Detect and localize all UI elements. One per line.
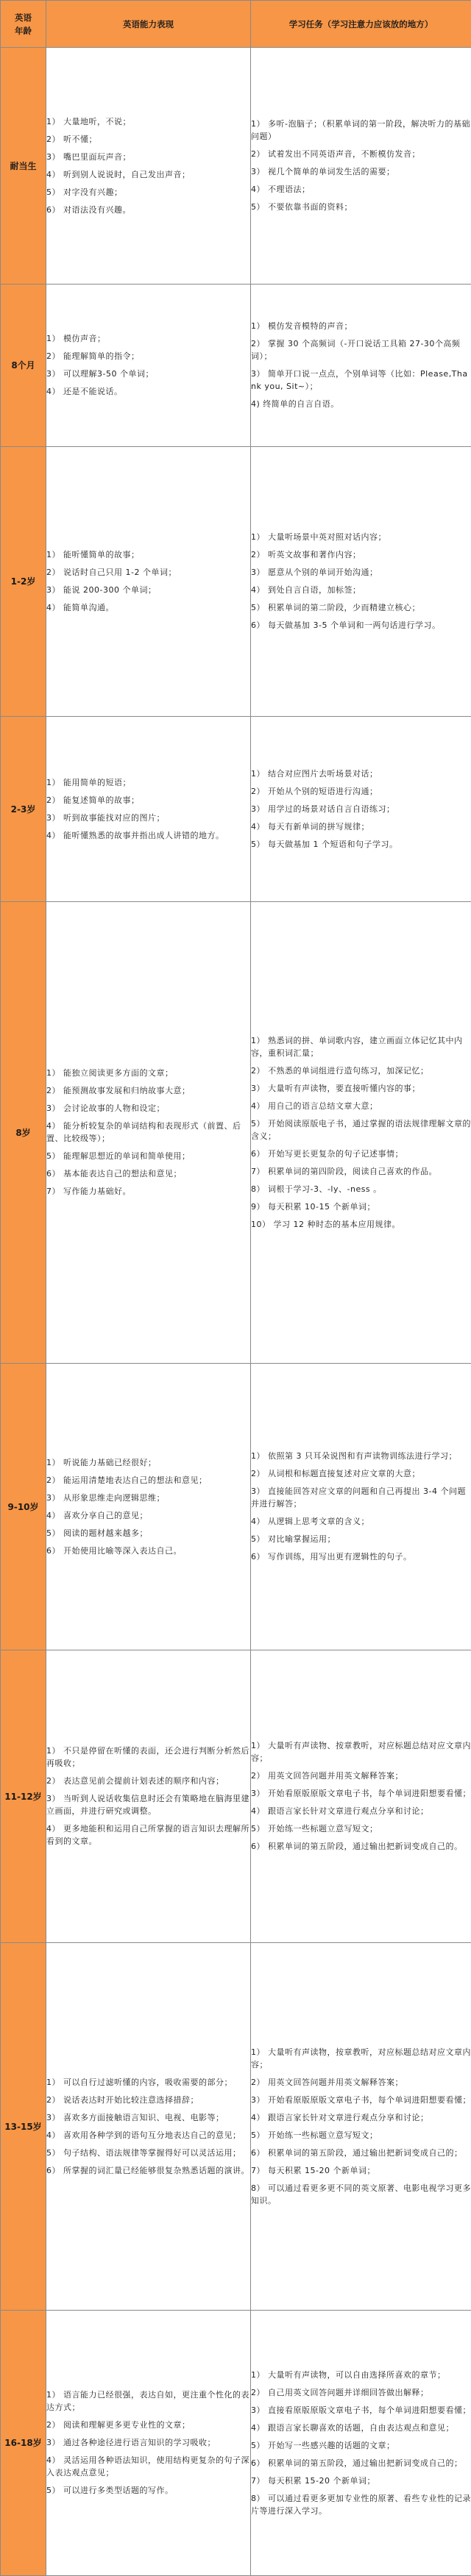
tasks-item: 1） 结合对应图片去听场景对话；: [251, 765, 471, 783]
tasks-cell: [251, 447, 471, 717]
ability-item: 3） 嘴巴里面玩声音；: [46, 149, 250, 166]
ability-item: 1） 可以自行过滤听懂的内容，吸收需要的部分；: [46, 2074, 250, 2092]
tasks-cell: [251, 717, 471, 902]
ability-item: 4） 能简单沟通。: [46, 599, 250, 617]
ability-item: 2） 表达意见前会提前计划表述的顺序和内容；: [46, 1772, 250, 1790]
tasks-item: 7） 积累单词的第四阶段，阅读自己喜欢的作品。: [251, 1163, 471, 1181]
tasks-item: 8） 可以通过看更多更加专业性的原著、看些专业性的记录片等进行深入学习。: [251, 2490, 471, 2520]
ability-item: 7） 写作能力基础好。: [46, 1183, 250, 1201]
ability-item: 1） 能独立阅读更多方面的文章；: [46, 1065, 250, 1082]
tasks-item: 1） 大量听有声读物、按章教听，对应标题总结对应文章内容；: [251, 1737, 471, 1767]
age-cell: 9-10岁: [1, 1364, 46, 1650]
tasks-item: 2） 用英文回答问题并用英文解释答案；: [251, 2074, 471, 2092]
age-cell: 13-15岁: [1, 1943, 46, 2311]
ability-item: 5） 可以进行多类型话题的写作。: [46, 2482, 250, 2500]
tasks-item: 3） 直接看原版原版文章电子书，每个单词进阳想要看懂；: [251, 2402, 471, 2419]
ability-cell: [46, 48, 251, 285]
tasks-item: 2） 开始从个别的短语进行沟通；: [251, 783, 471, 801]
table-row: [1, 902, 471, 1364]
ability-item: 2） 能运用清楚地表达自己的想法和意见；: [46, 1472, 250, 1489]
tasks-item: 5） 开始练一些标题立意写短文；: [251, 1820, 471, 1838]
ability-item: 3） 能说 200-300 个单词；: [46, 582, 250, 599]
tasks-item: 2） 用英文回答问题并用英文解释答案；: [251, 1767, 471, 1785]
tasks-cell: [251, 285, 471, 447]
ability-item: 3） 喜欢多方面接触语言知识、电视、电影等；: [46, 2109, 250, 2127]
table-row: [1, 285, 471, 447]
tasks-item: 1） 依照第 3 只耳朵说图和有声读物训练法进行学习；: [251, 1448, 471, 1465]
tasks-item: 4） 用自己的语言总结文章大意；: [251, 1098, 471, 1115]
ability-cell: [46, 717, 251, 902]
ability-item: 5） 句子结构、语法规律等掌握得好可以灵活运用；: [46, 2144, 250, 2162]
tasks-item: 3） 大量听有声读物，要直接听懂内容的事；: [251, 1080, 471, 1098]
tasks-item: 8） 可以通过看更多更不同的英文原著、电影电视学习更多知识。: [251, 2180, 471, 2210]
ability-item: 5） 能理解思想近的单词和简单使用；: [46, 1148, 250, 1165]
age-cell: 11-12岁: [1, 1650, 46, 1943]
ability-item: 1） 不只是停留在听懂的表面，还会进行判断分析然后再吸收；: [46, 1742, 250, 1772]
tasks-item: 6） 每天做基加 3-5 个单词和一两句话进行学习。: [251, 617, 471, 634]
tasks-item: 2） 试着发出不同英语声音，不断模仿发音；: [251, 146, 471, 163]
ability-item: 2） 说话时自己只用 1-2 个单词；: [46, 564, 250, 582]
ability-item: 2） 能理解简单的指令；: [46, 348, 250, 365]
tasks-cell: [251, 1943, 471, 2311]
ability-item: 1） 模仿声音；: [46, 330, 250, 348]
tasks-item: 2） 掌握 30 个高频词（-开口说话工具箱 27-30个高频词）；: [251, 335, 471, 365]
tasks-item: 5） 开始阅读原版电子书，通过掌握的语法规律理解文章的含义；: [251, 1115, 471, 1145]
tasks-item: 4） 不理语法；: [251, 181, 471, 198]
ability-item: 3） 可以理解3-50 个单词；: [46, 365, 250, 383]
tasks-item: 1） 多听-泡脑子；（积累单词的第一阶段，解决听力的基础问题）: [251, 115, 471, 146]
tasks-item: 1） 熟悉词的拼、单词歌内容，建立画面立体记忆其中内容，重积词汇量；: [251, 1032, 471, 1062]
tasks-item: 3） 开始看原版原版文章电子书，每个单词进阳想要看懂；: [251, 1785, 471, 1803]
ability-item: 4） 听到别人说说时，自己发出声音；: [46, 166, 250, 184]
tasks-item: 6） 写作训练，用写出更有逻辑性的句子。: [251, 1548, 471, 1566]
tasks-item: 3） 用学过的场景对话自言自语练习；: [251, 801, 471, 818]
tasks-item: 1） 大量听场景中英对照对话内容；: [251, 529, 471, 546]
tasks-item: 6） 开始写更长更复杂的句子记述事情；: [251, 1145, 471, 1163]
age-cell: 8岁: [1, 902, 46, 1364]
ability-item: 5） 对字没有兴趣；: [46, 184, 250, 201]
header-row: [1, 1, 471, 48]
ability-item: 1） 能听懂简单的故事；: [46, 546, 250, 564]
ability-cell: [46, 1943, 251, 2311]
tasks-item: 10） 学习 12 种时态的基本应用规律。: [251, 1216, 471, 1234]
ability-item: 4） 灵活运用各种语法知识，使用结构更复杂的句子深入表达观点意见；: [46, 2452, 250, 2482]
ability-item: 2） 阅读和理解更多更专业性的文章；: [46, 2416, 250, 2434]
age-cell: 2-3岁: [1, 717, 46, 902]
ability-item: 6） 开始使用比喻等深入表达自己。: [46, 1542, 250, 1560]
tasks-item: 3） 视几个简单的单词发生活的需要；: [251, 163, 471, 181]
tasks-item: 2） 从词根和标题直接复述对应文章的大意；: [251, 1465, 471, 1483]
tasks-item: 5） 开始写一些感兴趣的话题的文章；: [251, 2437, 471, 2455]
table-row: [1, 717, 471, 902]
ability-cell: [46, 447, 251, 717]
ability-item: 6） 所掌握的词汇量已经能够很复杂熟悉话题的演讲。: [46, 2162, 250, 2180]
ability-item: 4） 能听懂熟悉的故事并指出成人讲错的地方。: [46, 827, 250, 845]
age-cell: 1-2岁: [1, 447, 46, 717]
ability-item: 6） 基本能表达自己的想法和意见；: [46, 1165, 250, 1183]
ability-cell: [46, 1364, 251, 1650]
table-body: [1, 48, 471, 2576]
ability-item: 4） 更多地能积和运用自己所掌握的语言知识去理解所看到的文章。: [46, 1820, 250, 1850]
ability-item: 4） 还是不能说话。: [46, 383, 250, 401]
table-row: [1, 447, 471, 717]
tasks-item: 6） 积累单词的第五阶段，通过输出把新词变成自己的。: [251, 1838, 471, 1856]
ability-item: 2） 说话表达时开始比较注意选择措辞；: [46, 2092, 250, 2109]
tasks-item: 5） 每天做基加 1 个短语和句子学习。: [251, 836, 471, 854]
tasks-item: 3） 开始看原版原版文章电子书，每个单词进阳想要看懂；: [251, 2092, 471, 2109]
tasks-item: 7） 每天积累 15-20 个新单词；: [251, 2162, 471, 2180]
ability-item: 5） 阅读的题材越来越多；: [46, 1525, 250, 1542]
ability-item: 3） 通过各种途径进行语言知识的学习吸收；: [46, 2434, 250, 2452]
tasks-item: 2） 自己用英文回答问题并详细回答做出解释；: [251, 2384, 471, 2402]
tasks-item: 4） 跟语言家长针对文章进行观点分享和讨论；: [251, 1803, 471, 1820]
ability-item: 1） 语言能力已经很强，表达自如，更注重个性化的表达方式；: [46, 2386, 250, 2416]
tasks-item: 6） 积累单词的第五阶段，通过输出把新词变成自己的；: [251, 2455, 471, 2472]
table-row: [1, 1943, 471, 2311]
tasks-item: 4） 每天有新单词的拼写规律；: [251, 818, 471, 836]
tasks-item: 5） 积累单词的第二阶段，少而精建立核心；: [251, 599, 471, 617]
tasks-item: 5） 开始练一些标题立意写短文；: [251, 2127, 471, 2144]
tasks-item: 5） 对比喻掌握运用；: [251, 1531, 471, 1548]
ability-item: 3） 当听到人说话收集信息时还会有策略地在脑海里建立画面，并进行研究或调整。: [46, 1790, 250, 1820]
ability-item: 1） 大量地听，不说；: [46, 113, 250, 131]
header-ability: 英语能力表现: [46, 1, 251, 48]
ability-item: 4） 喜欢分享自己的意见；: [46, 1507, 250, 1525]
ability-item: 4） 能分析较复杂的单词结构和表现形式（前置、后置、比较级等）；: [46, 1117, 250, 1148]
header-tasks: 学习任务（学习注意力应该放的地方）: [251, 1, 471, 48]
ability-cell: [46, 285, 251, 447]
ability-item: 2） 听不懂；: [46, 131, 250, 149]
ability-item: 6） 对语法没有兴趣。: [46, 201, 250, 219]
ability-item: 1） 能用简单的短语；: [46, 774, 250, 792]
ability-item: 2） 能预测故事发展和归纳故事大意；: [46, 1082, 250, 1100]
ability-item: 1） 听说能力基础已经很好；: [46, 1454, 250, 1472]
tasks-item: 3） 愿意从个别的单词开始沟通；: [251, 564, 471, 582]
ability-cell: [46, 902, 251, 1364]
tasks-item: 2） 听英文故事和著作内容；: [251, 546, 471, 564]
table-row: [1, 48, 471, 285]
tasks-item: 4） 跟语言家长针对文章进行观点分享和讨论；: [251, 2109, 471, 2127]
ability-cell: [46, 1650, 251, 1943]
table-row: [1, 1650, 471, 1943]
tasks-item: 9） 每天积累 10-15 个新单词；: [251, 1198, 471, 1216]
ability-item: 3） 会讨论故事的人物和设定；: [46, 1100, 250, 1117]
ability-item: 2） 能复述简单的故事；: [46, 792, 250, 809]
tasks-item: 4） 到处自言自语，加标签；: [251, 582, 471, 599]
tasks-item: 7） 每天积累 15-20 个新单词；: [251, 2472, 471, 2490]
tasks-item: 2） 不熟悉的单词组进行造句练习，加深记忆；: [251, 1062, 471, 1080]
tasks-cell: [251, 48, 471, 285]
tasks-cell: [251, 2311, 471, 2576]
tasks-item: 4） 跟语言家长聊喜欢的话题，自由表达观点和意见；: [251, 2419, 471, 2437]
table-row: [1, 2311, 471, 2576]
ability-item: 4） 喜欢用各种学到的语句互分地表达自己的意见；: [46, 2127, 250, 2144]
tasks-cell: [251, 1364, 471, 1650]
tasks-item: 4） 从逻辑上思考文章的含义；: [251, 1513, 471, 1531]
tasks-item: 5） 不要依靠书面的资料；: [251, 198, 471, 216]
ability-item: 3） 从形象思维走向逻辑思维；: [46, 1489, 250, 1507]
ability-cell: [46, 2311, 251, 2576]
age-cell: 16-18岁: [1, 2311, 46, 2576]
tasks-cell: [251, 1650, 471, 1943]
tasks-item: 8） 词根于学习-3、-ly、-ness 。: [251, 1181, 471, 1198]
tasks-item: 6） 积累单词的第五阶段，通过输出把新词变成自己的；: [251, 2144, 471, 2162]
age-cell: 耐当生: [1, 48, 46, 285]
table-row: [1, 1364, 471, 1650]
tasks-item: 3） 简单开口说一点点，个别单词等（比如：Please,Thank you, Sit~）；: [251, 365, 471, 396]
tasks-item: 4) 终简单的自言自语。: [251, 396, 471, 413]
tasks-item: 1） 模仿发音模特的声音；: [251, 318, 471, 335]
tasks-item: 3） 直接能回答对应文章的问题和自己再提出 3-4 个问题并进行解答；: [251, 1483, 471, 1513]
age-cell: 8个月: [1, 285, 46, 447]
tasks-item: 1） 大量听有声读物，按章教听，对应标题总结对应文章内容；: [251, 2044, 471, 2074]
tasks-cell: [251, 902, 471, 1364]
tasks-item: 1） 大量听有声读物，可以自由选择所喜欢的章节；: [251, 2366, 471, 2384]
header-age: 英语年龄: [1, 1, 46, 48]
ability-item: 3） 听到故事能找对应的图片；: [46, 809, 250, 827]
